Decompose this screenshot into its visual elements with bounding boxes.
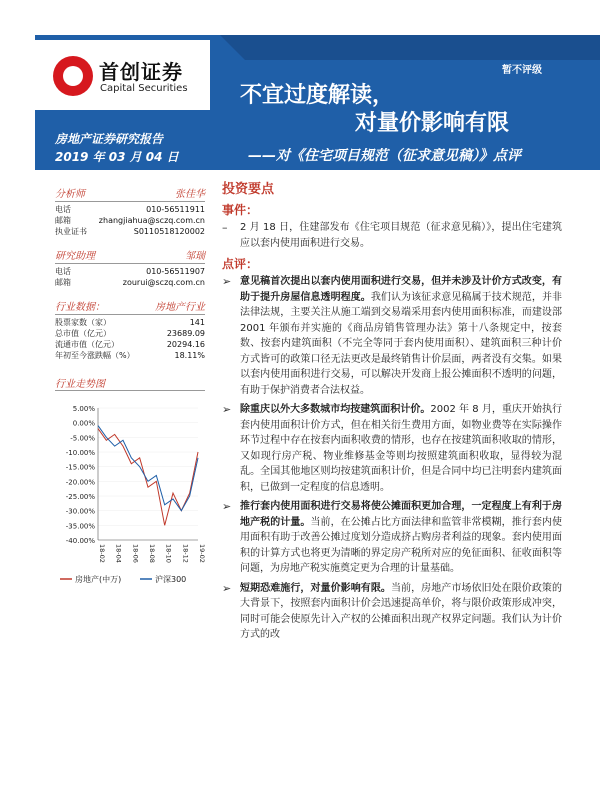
industry-data-label: 行业数据： [55,302,105,313]
company-logo [45,50,200,102]
x-tick-label: 19-02 [198,544,206,563]
comment-heading: 点评： [222,257,259,271]
bullet-dash-icon: – [222,221,228,234]
comment-text: 当前，在公摊占比方面法律和监管非常模糊，推行套内使用面积有助于改善公摊过度划分造成挤占购房者利益的现象。套内使用面积的计算方式也将更为清晰的界定房产税所对应的免征面积、征收面积等问题，为房地产税实施奠定更为合理的计量基础。 [240,516,563,574]
assistant-email-label: 邮箱 [55,278,71,287]
bullet-arrow-icon: ➢ [222,581,232,595]
main-content [222,178,562,647]
comment-item [222,499,562,577]
bullet-arrow-icon: ➢ [222,275,232,288]
analyst-email[interactable]: zhangjiahua@sczq.com.cn [98,216,205,225]
series-line [98,426,198,511]
assistant-label: 研究助理 [55,251,95,262]
logo-mark-icon [53,56,93,96]
x-tick-label: 18-10 [164,544,173,563]
investment-highlights-title: 投资要点 [222,182,275,197]
float-cap-label: 流通市值（亿元） [55,340,119,349]
report-header [0,0,600,185]
x-tick-label: 18-06 [131,544,140,563]
comment-text: 当前，房地产市场依旧处在限价政策的大背景下，按照套内面积计价会迅速提高单价，将与限价政策形成冲突，同时可能会使原先计入产权的公摊面积出现产权界定问题。我们认为计价方式的改 [240,582,563,640]
y-tick-label: -25.00% [65,493,95,501]
analyst-name: 张佳华 [175,189,205,200]
event-heading: 事件： [222,203,259,217]
x-tick-label: 18-08 [148,544,156,563]
market-cap: 23689.09 [166,329,205,338]
stock-count-label: 股票家数（家） [55,318,111,327]
ytd-change: 18.11% [174,351,205,360]
industry-trend-chart [58,400,205,595]
sidebar [55,185,205,395]
y-tick-label: -15.00% [65,463,95,472]
industry-data-block [55,298,205,361]
comment-item [222,274,562,398]
assistant-phone: 010-56511907 [146,267,205,276]
report-title-line1: 不宜过度解读， [240,83,395,108]
x-tick-label: 18-02 [98,544,106,563]
logo-text-en: Capital Securities [100,83,188,94]
analyst-phone: 010-56511911 [146,205,205,214]
rating-badge: 暂不评级 [460,62,556,80]
comment-bold: 短期恐难施行，对量价影响有限。 [240,582,391,594]
analyst-email-label: 邮箱 [55,216,71,225]
report-date: 2019 年 03 月 04 日 [55,150,179,164]
y-tick-label: 0.00% [72,419,95,428]
assistant-block [55,247,205,288]
assistant-email[interactable]: zourui@sczq.com.cn [122,278,205,287]
industry-name: 房地产行业 [155,302,205,313]
y-tick-label: -20.00% [65,478,95,487]
float-cap: 20294.16 [166,340,205,349]
logo-text-cn: 首创证券 [99,60,183,84]
analyst-block [55,185,205,237]
legend-label: 沪深300 [155,575,187,584]
analyst-phone-label: 电话 [55,205,71,214]
y-tick-label: -40.00% [65,537,95,545]
analyst-cert-label: 执业证书 [55,227,87,236]
y-tick-label: -35.00% [65,522,95,531]
comment-bold: 推行套内使用面积进行交易将使公摊面积更加合理，一定程度上有利于房地产税的计量。 [240,501,562,528]
legend-label: 房地产(中万) [75,575,122,584]
comment-bold: 除重庆以外大多数城市均按建筑面积计价。 [240,404,431,415]
assistant-name: 邹瑞 [185,251,205,262]
y-tick-label: -5.00% [70,434,95,443]
analyst-label: 分析师 [55,189,85,200]
report-subtitle: ——对《住宅项目规范（征求意见稿）》点评 [248,148,521,164]
event-item [222,220,562,251]
comment-item [222,581,562,643]
y-tick-label: -10.00% [65,449,95,457]
report-type: 房地产证券研究报告 [55,132,164,146]
trend-chart-title: 行业走势图 [55,375,205,391]
report-title-line2: 对量价影响有限 [355,111,510,136]
stock-count: 141 [189,318,205,327]
x-tick-label: 18-04 [114,544,123,563]
y-tick-label: 5.00% [72,405,95,413]
market-cap-label: 总市值（亿元） [55,329,111,338]
bullet-arrow-icon: ➢ [222,500,232,513]
event-text: 2 月 18 日，住建部发布《住宅项目规范（征求意见稿）》，提出住宅建筑应以套内使用面积进行交易。 [240,222,562,249]
bullet-arrow-icon: ➢ [222,403,232,416]
y-tick-label: -30.00% [65,507,95,516]
comment-text: 我们认为该征求意见稿属于技术规范，并非法律法规，主要关注从施工端到交易端采用套内使用面积标准，而建设部 2001 年颁布并实施的《商品房销售管理办法》第十八条规定中，按套数、按套内建筑面积（不完全等同于套内使用面积）、建筑面积三种计价方式皆可的政策口径无法更改是最终销售计价层面，两者没有交集。如果以套内使用面积进行交易，可以解决开发商上报公摊面积不透明的问题，有助于保护消费者合法权益。 [240,291,563,396]
assistant-phone-label: 电话 [55,267,71,276]
analyst-cert: S0110518120002 [133,227,205,236]
ytd-change-label: 年初至今涨跌幅（%） [55,351,135,360]
comment-text: 2002 年 8 月，重庆开始执行套内使用面积计价方式，但在相关衍生费用方面，如物业费等在实际操作环节过程中存在按套内面积收费的情形，也存在按建筑面积收取的情形，又如现行房产税、物业维修基金等则均按照建筑面积收取，显得较为混乱。全国其他地区则均按建筑面积计价，但是合同中均已注明套内建筑面积，已做到一定程度的信息透明。 [240,404,562,493]
x-tick-label: 18-12 [181,544,190,563]
comment-bold: 意见稿首次提出以套内使用面积进行交易，但并未涉及计价方式改变，有助于提升房屋信息透明程度。 [240,276,562,303]
trend-chart-svg [58,400,205,595]
comment-item [222,402,562,495]
